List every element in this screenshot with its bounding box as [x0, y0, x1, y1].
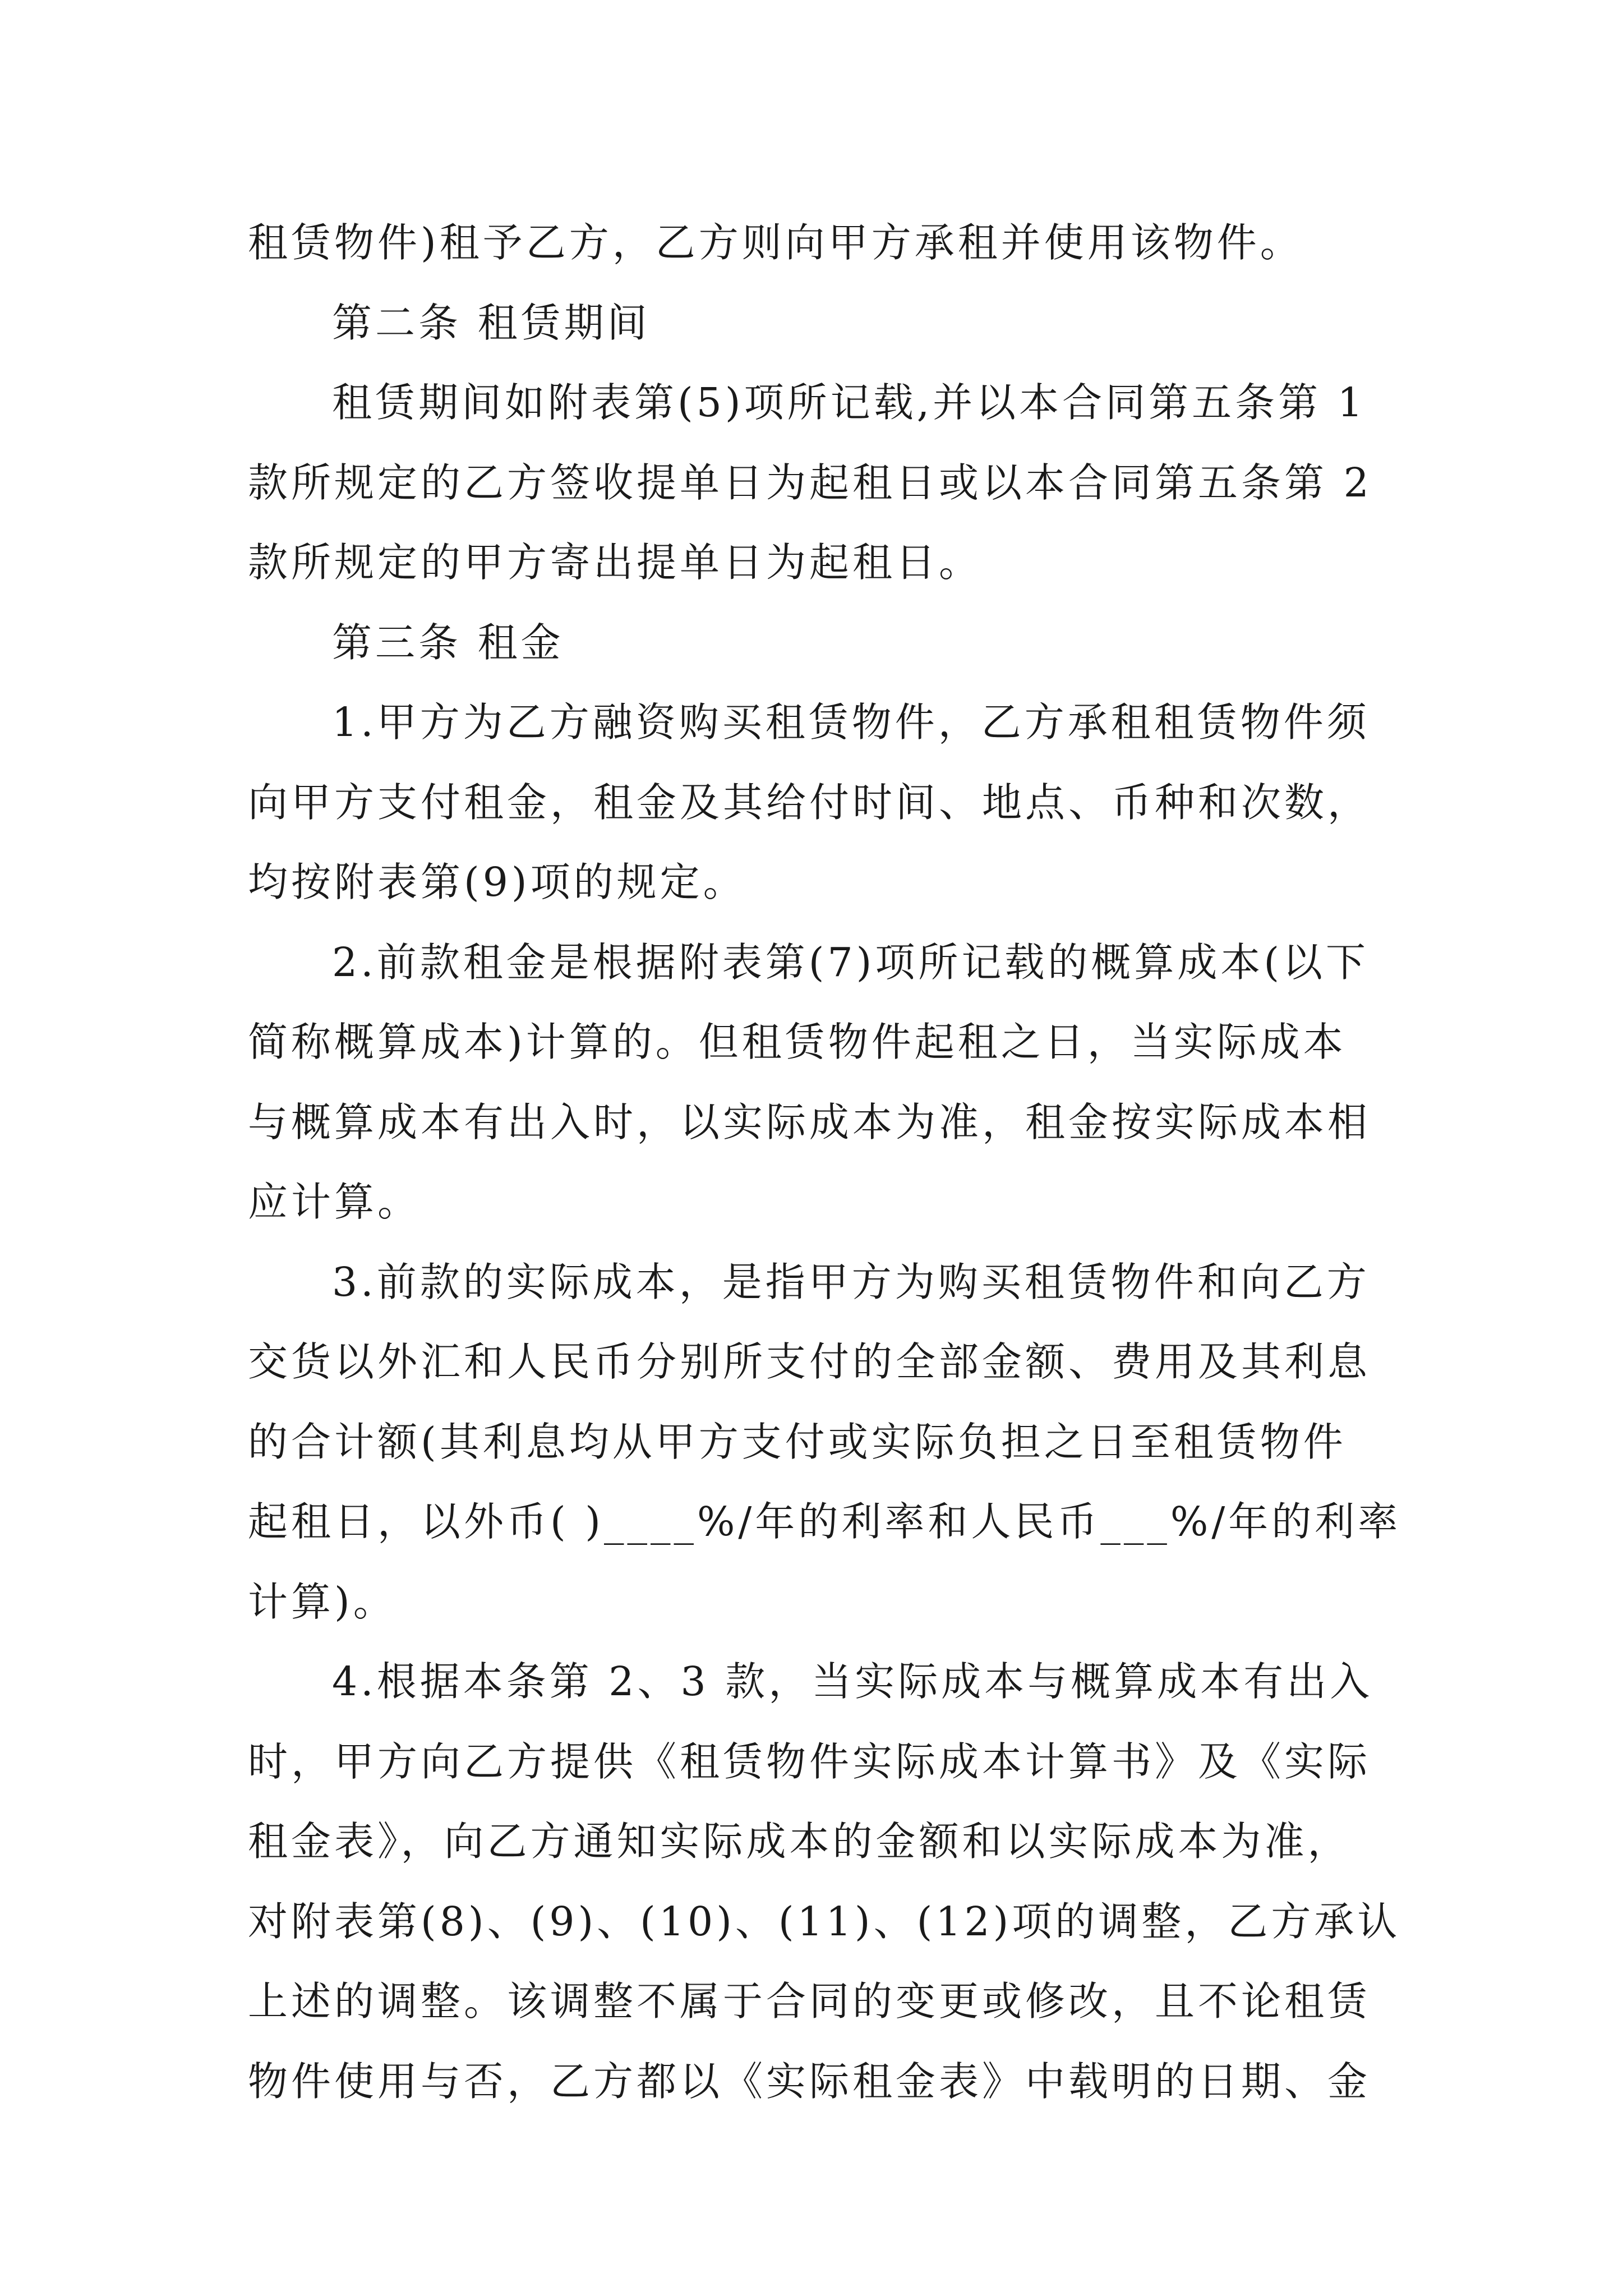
text-line: 款所规定的乙方签收提单日为起租日或以本合同第五条第 2 — [248, 459, 1372, 506]
document-body — [248, 203, 1401, 2122]
text-line: 上述的调整。该调整不属于合同的变更或修改，且不论租赁 — [248, 1978, 1371, 2024]
text-line: 起租日，以外币( )____%/年的利率和人民币___%/年的利率 — [248, 1498, 1401, 1545]
text-line: 应计算。 — [248, 1179, 421, 1225]
text-line: 向甲方支付租金，租金及其给付时间、地点、币种和次数， — [248, 779, 1371, 826]
text-line: 与概算成本有出入时，以实际成本为准，租金按实际成本相 — [248, 1098, 1371, 1145]
text-line: 交货以外汇和人民币分别所支付的全部金额、费用及其利息 — [248, 1338, 1371, 1385]
text-line: 租金表》，向乙方通知实际成本的金额和以实际成本为准， — [248, 1818, 1351, 1865]
text-line: 物件使用与否，乙方都以《实际租金表》中载明的日期、金 — [248, 2058, 1371, 2105]
text-line: 款所规定的甲方寄出提单日为起租日。 — [248, 539, 983, 586]
text-line: 简称概算成本)计算的。但租赁物件起租之日，当实际成本 — [248, 1019, 1347, 1065]
text-line: 4.根据本条第 2、3 款，当实际成本与概算成本有出入 — [332, 1658, 1373, 1705]
text-line: 1.甲方为乙方融资购买租赁物件，乙方承租租赁物件须 — [332, 699, 1370, 746]
text-line: 租赁物件)租予乙方，乙方则向甲方承租并使用该物件。 — [248, 219, 1303, 266]
text-line: 租赁期间如附表第(5)项所记载,并以本合同第五条第 1 — [332, 379, 1366, 426]
text-line: 的合计额(其利息均从甲方支付或实际负担之日至租赁物件 — [248, 1418, 1347, 1465]
text-line: 均按附表第(9)项的规定。 — [248, 859, 746, 905]
text-line: 对附表第(8)、(9)、(10)、(11)、(12)项的调整，乙方承认 — [248, 1898, 1401, 1945]
text-line: 第三条 租金 — [332, 619, 564, 666]
text-line: 2.前款租金是根据附表第(7)项所记载的概算成本(以下 — [332, 938, 1370, 986]
text-line: 3.前款的实际成本，是指甲方为购买租赁物件和向乙方 — [332, 1258, 1370, 1305]
text-line: 时，甲方向乙方提供《租赁物件实际成本计算书》及《实际 — [248, 1738, 1371, 1785]
text-line: 计算)。 — [248, 1578, 396, 1625]
text-line: 第二条 租赁期间 — [332, 299, 651, 346]
